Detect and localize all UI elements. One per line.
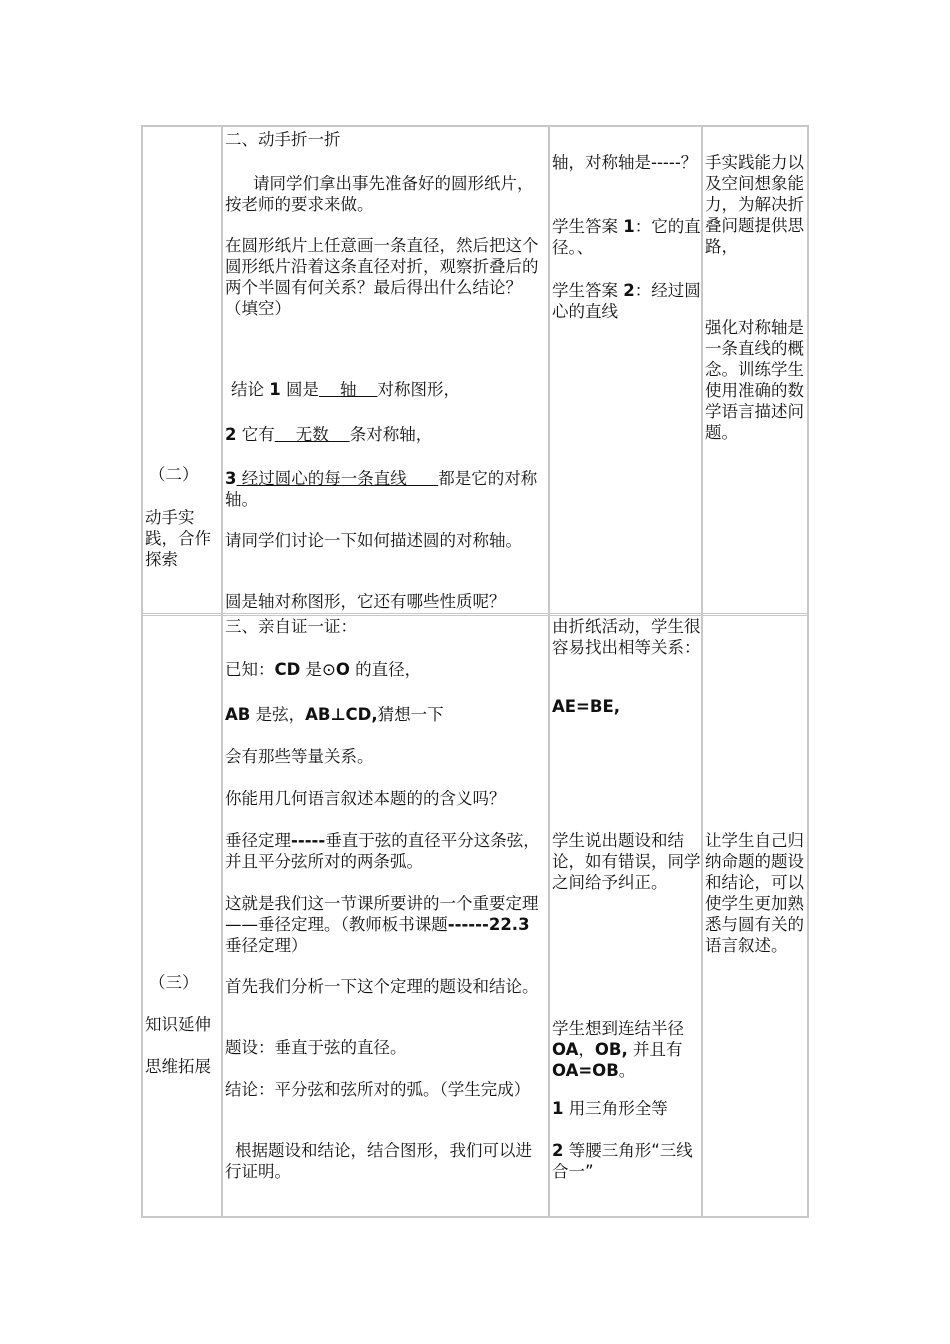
section-heading: 二、动手折一折 (225, 130, 341, 149)
stage-name: 动手实践，合作探索 (145, 508, 211, 569)
conclusion-line: 结论 1 圆是 轴 对称图形， (231, 380, 460, 399)
question-line: 你能用几何语言叙述本题的的含义吗？ (225, 789, 506, 808)
design-intent: 让学生自己归纳命题的题设和结论，可以使学生更加熟悉与圆有关的语言叙述。 (705, 831, 804, 955)
instruction-paragraph: 请同学们拿出事先准备好的圆形纸片，按老师的要求来做。 (225, 174, 534, 214)
student-activity: 由折纸活动，学生很容易找出相等关系： (552, 617, 701, 657)
student-activity: 学生想到连结半径 OA，OB, 并且有 OA=OB。 (552, 1019, 684, 1080)
student-activity: 学生说出题设和结论，如有错误，同学之间给予纠正。 (552, 831, 701, 892)
student-cell (550, 616, 701, 1216)
discussion-paragraph: 圆是轴对称图形，它还有哪些性质呢？ (225, 592, 506, 611)
stage-cell (143, 127, 221, 614)
student-question: 轴，对称轴是-----？ (552, 153, 698, 172)
discussion-paragraph: 请同学们讨论一下如何描述圆的对称轴。 (225, 531, 522, 550)
content-cell (223, 616, 548, 1216)
conclusion-line: 3 经过圆心的每一条直线 都是它的对称轴。 (225, 469, 538, 509)
conclusion-line: 2 它有 无数 条对称轴， (225, 425, 433, 444)
theorem-intro: 这就是我们这一节课所要讲的一个重要定理——垂径定理。（教师板书课题------22.3 垂径定理） (225, 894, 539, 955)
instruction-paragraph: 在圆形纸片上任意画一条直径，然后把这个圆形纸片沿着这条直径对折，观察折叠后的两个半圆有何关系？最后得出什么结论？（填空） (225, 236, 539, 318)
table-row (143, 616, 807, 1216)
intent-cell (703, 616, 807, 1216)
design-intent: 强化对称轴是一条直线的概念。训练学生使用准确的数学语言描述问题。 (705, 318, 804, 442)
conclusion-line: 结论：平分弦和弦所对的弧。（学生完成） (225, 1080, 531, 1099)
student-cell (550, 127, 701, 614)
known-condition: 已知：CD 是⊙O 的直径， (225, 660, 422, 679)
student-answer: 学生答案 1：它的直径。、 (552, 217, 701, 257)
table-row (143, 127, 807, 614)
analysis-line: 首先我们分析一下这个定理的题设和结论。 (225, 977, 539, 996)
stage-number: （二） (149, 465, 199, 484)
guess-line: 会有那些等量关系。 (225, 747, 374, 766)
premise-line: 题设：垂直于弦的直径。 (225, 1038, 407, 1057)
equal-relation: AE=BE, (552, 697, 620, 716)
proof-line: 根据题设和结论，结合图形，我们可以进行证明。 (225, 1141, 532, 1181)
lesson-plan-table (141, 125, 809, 1218)
proof-method: 1 用三角形全等 (552, 1099, 668, 1118)
stage-name: 思维拓展 (145, 1057, 211, 1076)
design-intent: 手实践能力以及空间想象能力，为解决折叠问题提供思路， (705, 153, 804, 256)
proof-method: 2 等腰三角形“三线合一” (552, 1141, 693, 1181)
theorem-statement: 垂径定理-----垂直于弦的直径平分这条弦，并且平分弦所对的两条弧。 (225, 831, 540, 871)
known-condition: AB 是弦，AB⊥CD,猜想一下 (225, 705, 444, 724)
stage-number: （三） (149, 973, 199, 992)
intent-cell (703, 127, 807, 614)
section-heading: 三、亲自证一证： (225, 617, 357, 636)
stage-cell (143, 616, 221, 1216)
stage-name: 知识延伸 (145, 1015, 211, 1034)
student-answer: 学生答案 2：经过圆心的直线 (552, 281, 701, 321)
content-cell (223, 127, 548, 614)
